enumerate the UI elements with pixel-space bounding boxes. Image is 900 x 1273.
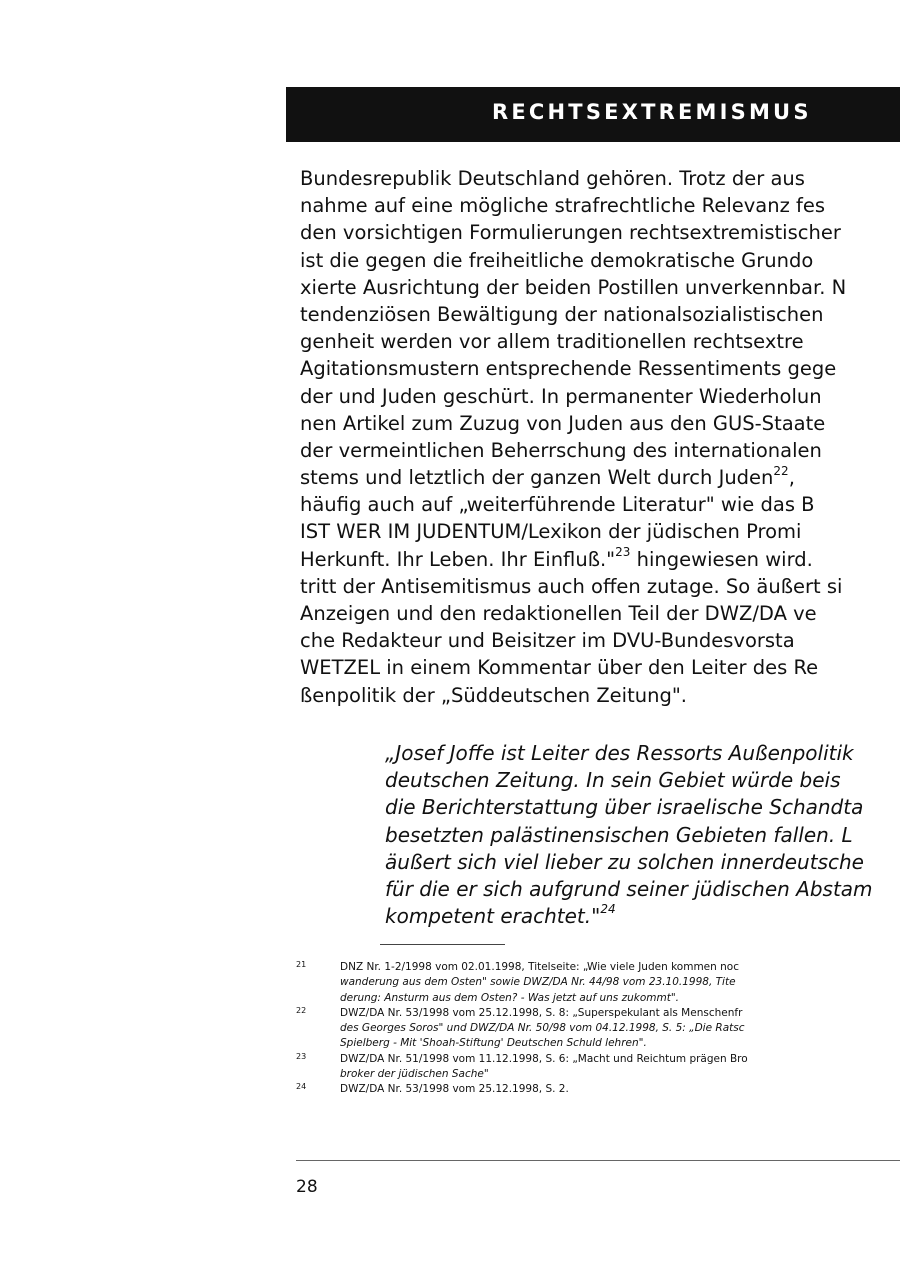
body-line: tritt der Antisemitismus auch offen zutage. So äußert si (300, 574, 843, 598)
quote-line: die Berichterstattung über israelische Schandta (385, 795, 864, 820)
body-line: stems und letztlich der ganzen Welt durch Juden$^{22}$, (300, 463, 795, 490)
footnote-separator (380, 944, 505, 945)
footnote-number: 24 (296, 1082, 307, 1092)
block-quote (385, 740, 900, 930)
footnote-text: broker der jüdischen Sache" (340, 1068, 489, 1081)
footnotes (296, 960, 900, 1098)
footnote-reference: 24 (600, 902, 616, 917)
body-line: genheit werden vor allem traditionellen rechtsextre (300, 330, 804, 354)
page-number: 28 (296, 1177, 318, 1197)
footnote-reference: 23 (615, 545, 631, 560)
body-line: der und Juden geschürt. In permanenter Wiederholun (300, 384, 822, 408)
footnote-text: wanderung aus dem Osten" sowie DWZ/DA Nr. 44/98 vom 23.10.1998, Tite (340, 976, 736, 989)
quote-line: für die er sich aufgrund seiner jüdischen Abstam (385, 876, 873, 901)
footnote (296, 1052, 900, 1083)
body-line: Anzeigen und den redaktionellen Teil der DWZ/DA ve (300, 602, 817, 625)
body-paragraph (300, 165, 900, 709)
quote-line: äußert sich viel lieber zu solchen innerdeutsche (385, 849, 864, 874)
body-line: IST WER IM JUDENTUM/Lexikon der jüdischen Promi (300, 520, 802, 544)
page-footer-rule (296, 1160, 900, 1161)
footnote-text: Spielberg - Mit 'Shoah-Stiftung' Deutschen Schuld lehren". (340, 1037, 647, 1050)
footnote (296, 1006, 900, 1052)
body-line: ist die gegen die freiheitliche demokratische Grundo (300, 248, 814, 272)
footnote-text: DWZ/DA Nr. 51/1998 vom 11.12.1998, S. 6: „Macht und Reichtum prägen Bro (340, 1052, 748, 1065)
footnote-number: 21 (296, 960, 307, 969)
quote-line: besetzten palästinensischen Gebieten fallen. L (385, 822, 853, 847)
quote-line: kompetent erachtet."$^{24}$ (385, 902, 616, 929)
footnote-number: 23 (296, 1051, 307, 1061)
footnote-number: 22 (296, 1005, 307, 1015)
footnote-text: DWZ/DA Nr. 53/1998 vom 25.12.1998, S. 2. (340, 1083, 569, 1096)
body-line: Bundesrepublik Deutschland gehören. Trotz der aus (300, 167, 805, 190)
body-line: den vorsichtigen Formulierungen rechtsextremistischer (300, 221, 841, 245)
body-line: nahme auf eine mögliche strafrechtliche Relevanz fes (300, 194, 826, 218)
footnote (296, 1082, 900, 1097)
body-line: WETZEL in einem Kommentar über den Leiter des Re (300, 656, 819, 680)
body-line: xierte Ausrichtung der beiden Postillen unverkennbar. N (300, 275, 847, 299)
chapter-title: RECHTSEXTREMISMUS (492, 100, 812, 124)
body-line: che Redakteur und Beisitzer im DVU-Bundesvorsta (300, 629, 795, 653)
body-line: nen Artikel zum Zuzug von Juden aus den GUS-Staate (300, 411, 826, 435)
footnote-text: DWZ/DA Nr. 53/1998 vom 25.12.1998, S. 8: „Superspekulant als Menschenfr (340, 1006, 743, 1019)
body-line: ßenpolitik der „Süddeutschen Zeitung". (300, 683, 688, 707)
body-line: der vermeintlichen Beherrschung des internationalen (300, 438, 822, 462)
footnote-text: des Georges Soros" und DWZ/DA Nr. 50/98 vom 04.12.1998, S. 5: „Die Ratsc (340, 1022, 745, 1035)
footnote-text: DNZ Nr. 1-2/1998 vom 02.01.1998, Titelseite: „Wie viele Juden kommen noc (340, 961, 739, 973)
body-line: tendenziösen Bewältigung der nationalsozialistischen (300, 302, 824, 326)
body-line: häufig auch auf „weiterführende Literatur" wie das B (300, 493, 815, 517)
body-line: Agitationsmustern entsprechende Ressentiments gege (300, 357, 837, 381)
quote-line: deutschen Zeitung. In sein Gebiet würde beis (385, 768, 841, 793)
body-line: Herkunft. Ihr Leben. Ihr Einfluß."$^{23}$ hingewiesen wird. (300, 545, 813, 571)
footnote-text: derung: Ansturm aus dem Osten? - Was jetzt auf uns zukommt". (340, 991, 680, 1004)
quote-line: „Josef Joffe ist Leiter des Ressorts Außenpolitik (385, 741, 854, 765)
chapter-header-bar (286, 87, 900, 142)
footnote-reference: 22 (773, 463, 789, 478)
footnote (296, 960, 900, 1006)
